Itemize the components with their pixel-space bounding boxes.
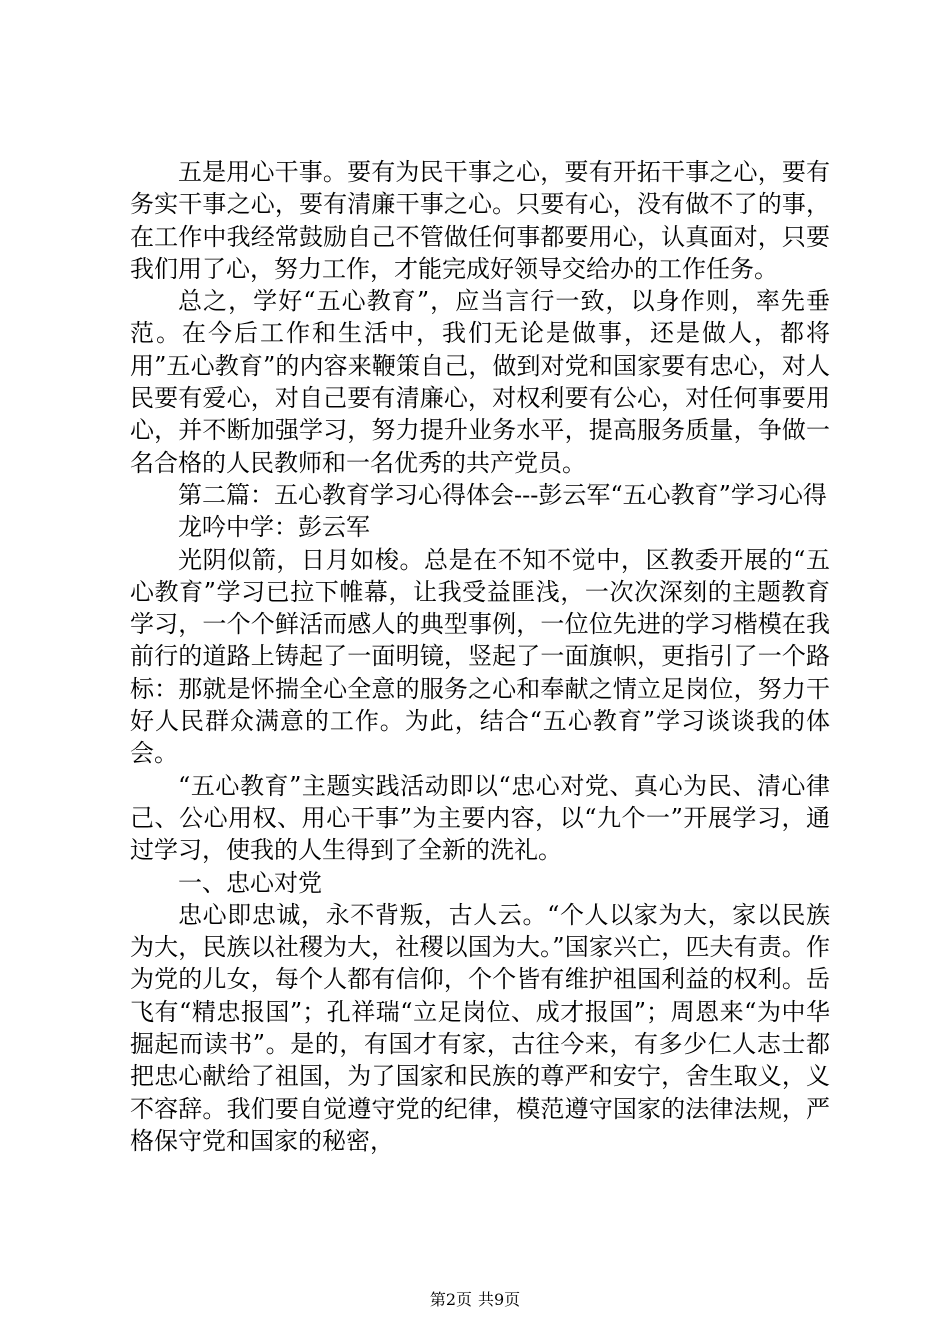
- section-heading: 第二篇：五心教育学习心得体会---彭云军“五心教育”学习心得: [178, 480, 827, 509]
- paragraph-summary: 总之，学好“五心教育”，应当言行一致，以身作则，率先垂范。在今后工作和生活中，我们无论是做事，还是做人，都将用”五心教育”的内容来鞭策自己，做到对党和国家要有忠心，对人民要有爱心，对自己要有清廉心，对权利要有公心，对任何事要用心，并不断加强学习，努力提升业务水平，提高服务质量，争做一名合格的人民教师和一名优秀的共产党员。: [130, 287, 830, 477]
- page-footer: [0, 1290, 950, 1310]
- paragraph-activity: “五心教育”主题实践活动即以“忠心对党、真心为民、清心律己、公心用权、用心干事”为主要内容，以“九个一”开展学习，通过学习，使我的人生得到了全新的洗礼。: [130, 771, 830, 865]
- paragraph-intro: 光阴似箭，日月如梭。总是在不知不觉中，区教委开展的“五心教育”学习已拉下帷幕，让我受益匪浅，一次次深刻的主题教育学习，一个个鲜活而感人的典型事例，一位位先进的学习楷模在我前行的道路上铸起了一面明镜，竖起了一面旗帜，更指引了一个路标：那就是怀揣全心全意的服务之心和奉献之情立足岗位，努力干好人民群众满意的工作。为此，结合“五心教育”学习谈谈我的体会。: [130, 545, 830, 768]
- page-number: 第2页: [429, 1290, 472, 1309]
- paragraph-loyalty: 忠心即忠诚，永不背叛，古人云。“个人以家为大，家以民族为大，民族以社稷为大，社稷以国为大。”国家兴亡，匹夫有责。作为党的儿女，每个人都有信仰，个个皆有维护祖国利益的权利。岳飞有“精忠报国”；孔祥瑞“立足岗位、成才报国”；周恩来“为中华掘起而读书”。是的，有国才有家，古往今来，有多少仁人志士都把忠心献给了祖国，为了国家和民族的尊严和安宁，舍生取义，义不容辞。我们要自觉遵守党的纪律，模范遵守国家的法律法规，严格保守党和国家的秘密，: [130, 900, 830, 1155]
- subheading-loyalty: 一、忠心对党: [178, 868, 322, 897]
- author-line: 龙吟中学：彭云军: [178, 513, 370, 542]
- paragraph-point-five: 五是用心干事。要有为民干事之心，要有开拓干事之心，要有务实干事之心，要有清廉干事之心。只要有心，没有做不了的事，在工作中我经常鼓励自己不管做任何事都要用心，认真面对，只要我们用了心，努力工作，才能完成好领导交给办的工作任务。: [130, 158, 830, 283]
- page-total: 共9页: [478, 1290, 521, 1309]
- body-text: [130, 156, 830, 1157]
